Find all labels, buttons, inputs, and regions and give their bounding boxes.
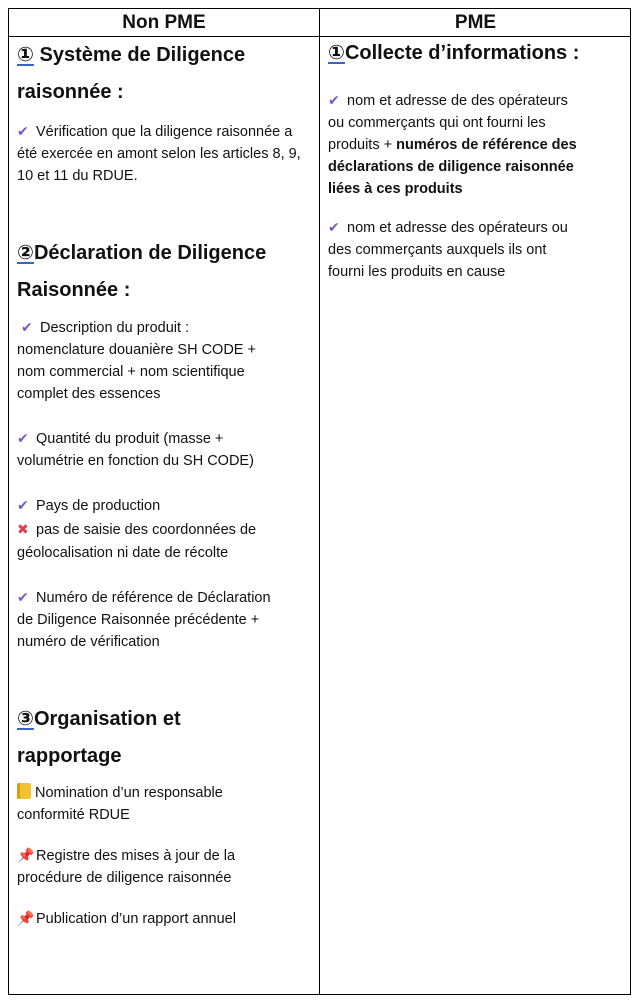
notebook-icon <box>17 783 31 799</box>
cross-icon: ✖ <box>17 521 29 537</box>
list-item: ✔ nom et adresse des opérateurs ou des commerçants auxquels ils ont fourni les produits en cause <box>328 216 627 283</box>
section-number: ③ <box>17 708 34 730</box>
check-icon: ✔ <box>17 123 29 139</box>
section-title: ①Collecte d’informations : <box>328 42 580 64</box>
check-icon: ✔ <box>17 430 29 446</box>
check-icon: ✔ <box>17 589 29 605</box>
section-number: ② <box>17 242 34 264</box>
section-title-cont: rapportage <box>17 745 122 767</box>
section-organisation-rapportage <box>17 701 315 930</box>
section-title: ②Déclaration de Diligence <box>17 242 267 264</box>
section-title: ③Organisation et <box>17 708 181 730</box>
check-icon: ✔ <box>328 219 340 235</box>
list-item: ✔ Numéro de référence de Déclaration de Diligence Raisonnée précédente + numéro de vérification <box>17 586 315 653</box>
pushpin-icon: 📌 <box>17 847 35 863</box>
column-pme <box>320 37 631 283</box>
check-icon: ✔ <box>328 92 340 108</box>
section-collecte-informations <box>328 37 627 283</box>
section-title: ① Système de Diligence <box>17 44 246 66</box>
check-icon: ✔ <box>17 497 29 513</box>
list-item: 📌 Publication d’un rapport annuel <box>17 907 315 930</box>
list-item: ✔ Quantité du produit (masse + volumétrie en fonction du SH CODE) <box>17 427 315 472</box>
list-item: Nomination d’un responsable conformité RDUE <box>17 785 223 823</box>
column-non-pme <box>9 37 319 930</box>
header-non-pme: Non PME <box>122 11 206 33</box>
list-item: 📌 Registre des mises à jour de la procédure de diligence raisonnée <box>17 844 315 889</box>
list-item: ✔ Description du produit : nomenclature douanière SH CODE + nom commercial + nom scientifique complet des essences <box>17 316 315 405</box>
list-item: ✔ Pays de production ✖ pas de saisie des coordonnées de géolocalisation ni date de récolte <box>17 494 315 564</box>
section-systeme-diligence <box>17 37 315 187</box>
section-number: ① <box>17 44 34 66</box>
section-title-cont: Raisonnée : <box>17 279 131 301</box>
pushpin-icon: 📌 <box>17 910 35 926</box>
section-title-cont: raisonnée : <box>17 81 124 103</box>
list-item: ✔ nom et adresse de des opérateurs ou commerçants qui ont fourni les produits + numéros de référence des déclarations de diligence raisonnée liées à ces produits <box>328 89 627 200</box>
section-declaration-diligence <box>17 235 315 653</box>
header-pme: PME <box>454 11 497 33</box>
section-number: ① <box>328 42 345 64</box>
comparison-table <box>8 8 631 995</box>
list-item: ✔ Vérification que la diligence raisonnée a été exercée en amont selon les articles 8, 9, 10 et 11 du RDUE. <box>17 120 315 187</box>
check-icon: ✔ <box>21 319 33 335</box>
